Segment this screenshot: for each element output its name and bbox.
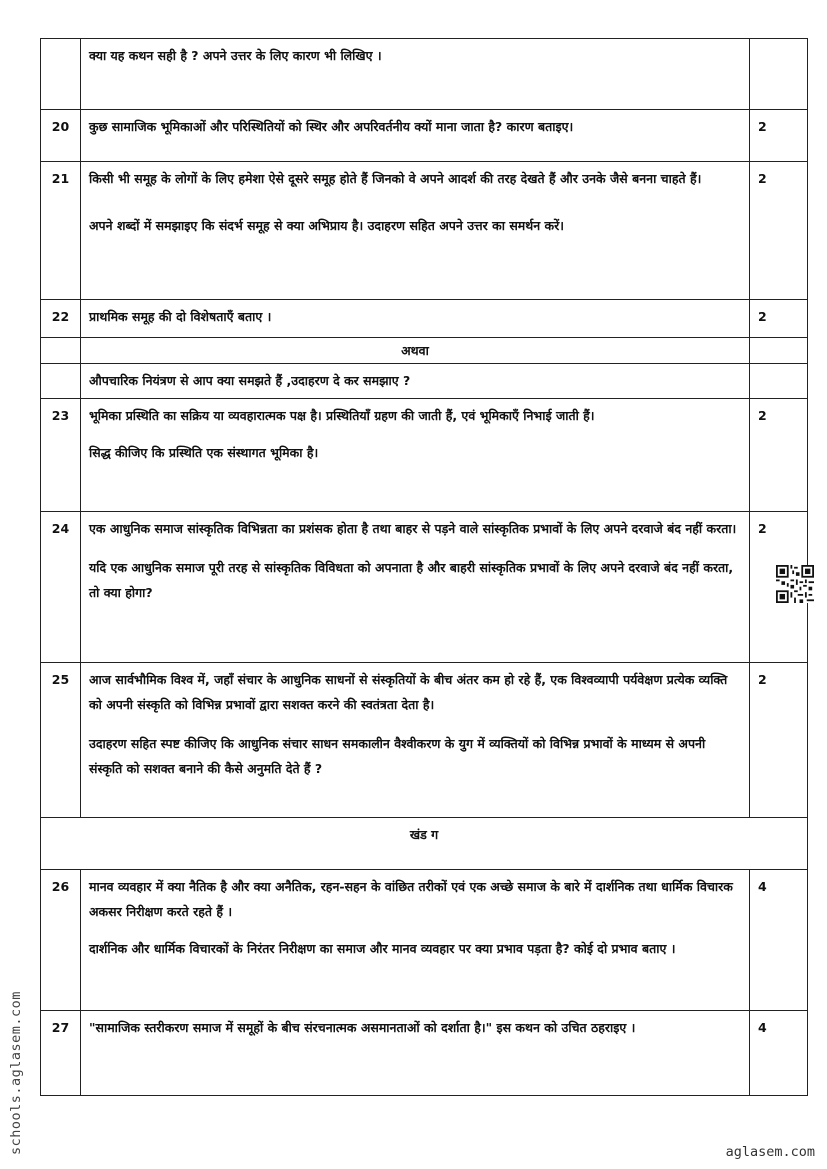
question-marks: 2 xyxy=(750,110,808,162)
question-subtext: दार्शनिक और धार्मिक विचारकों के निरंतर निरीक्षण का समाज और मानव व्यवहार पर क्या प्रभाव पड़ता है? कोई दो प्रभाव बताए । xyxy=(89,941,676,956)
question-marks: 2 xyxy=(750,300,808,338)
table-row xyxy=(41,1011,808,1096)
question-number: 25 xyxy=(41,663,81,818)
question-number: 24 xyxy=(41,512,81,663)
question-number: 27 xyxy=(41,1011,81,1096)
table-row xyxy=(41,364,808,399)
question-number: 21 xyxy=(41,162,81,300)
question-subtext: अपने शब्दों में समझाइए कि संदर्भ समूह से क्या अभिप्राय है। उदाहरण सहित अपने उत्तर का समर्थन करें। xyxy=(89,218,564,233)
question-text: आज सार्वभौमिक विश्व में, जहाँ संचार के आधुनिक साधनों से संस्कृतियों के बीच अंतर कम हो रहे हैं, एक विश्वव्यापी पर्यवेक्षण प्रत्येक व्यक्ति को अपनी संस्कृति को विभिन्न प्रभावों द्वारा सशक्त करने की स्वतंत्रता देता है। xyxy=(89,672,728,712)
table-row xyxy=(41,818,808,870)
watermark-text: schools.aglasem.com xyxy=(8,991,24,1155)
question-text: मानव व्यवहार में क्या नैतिक है और क्या अनैतिक, रहन-सहन के वांछित तरीकों एवं एक अच्छे समाज के बारे में दार्शनिक तथा धार्मिक विचारक अकसर निरीक्षण करते रहते हैं । xyxy=(89,879,733,919)
question-text: "सामाजिक स्तरीकरण समाज में समूहों के बीच संरचनात्मक असमानताओं को दर्शाता है।" इस कथन को उचित ठहराइए । xyxy=(89,1020,636,1035)
question-number: 26 xyxy=(41,870,81,1011)
qr-code-icon xyxy=(776,565,814,603)
section-heading: खंड ग xyxy=(41,818,808,870)
table-row xyxy=(41,162,808,300)
footer-brand: aglasem.com xyxy=(725,1144,815,1160)
question-marks: 4 xyxy=(750,870,808,1011)
question-marks xyxy=(750,39,808,110)
or-label: अथवा xyxy=(81,338,750,364)
table-row xyxy=(41,39,808,110)
question-marks: 2 xyxy=(750,663,808,818)
question-number: 23 xyxy=(41,399,81,512)
question-text: प्राथमिक समूह की दो विशेषताएँ बताए । xyxy=(89,309,272,324)
question-subtext: उदाहरण सहित स्पष्ट कीजिए कि आधुनिक संचार साधन समकालीन वैश्वीकरण के युग में व्यक्तियों को विभिन्न प्रभावों के माध्यम से अपनी संस्कृति को सशक्त बनाने की कैसे अनुमति देते हैं ? xyxy=(89,736,706,776)
question-text: भूमिका प्रस्थिति का सक्रिय या व्यवहारात्मक पक्ष है। प्रस्थितियाँ ग्रहण की जाती हैं, एवं भूमिकाएँ निभाई जाती हैं। xyxy=(89,408,595,423)
question-subtext: सिद्ध कीजिए कि प्रस्थिति एक संस्थागत भूमिका है। xyxy=(89,445,319,460)
table-row xyxy=(41,512,808,663)
question-text: क्या यह कथन सही है ? अपने उत्तर के लिए कारण भी लिखिए । xyxy=(89,48,382,63)
question-text: किसी भी समूह के लोगों के लिए हमेशा ऐसे दूसरे समूह होते हैं जिनको वे अपने आदर्श की तरह देखते हैं और उनके जैसे बनना चाहते हैं। xyxy=(89,171,702,186)
question-table xyxy=(40,38,808,1096)
question-number: 20 xyxy=(41,110,81,162)
question-text: एक आधुनिक समाज सांस्कृतिक विभिन्नता का प्रशंसक होता है तथा बाहर से पड़ने वाले सांस्कृतिक प्रभावों के लिए अपने दरवाजे बंद नहीं करता। xyxy=(89,521,737,536)
table-row xyxy=(41,110,808,162)
question-text: कुछ सामाजिक भूमिकाओं और परिस्थितियों को स्थिर और अपरिवर्तनीय क्यों माना जाता है? कारण बताइए। xyxy=(89,119,574,134)
question-text: औपचारिक नियंत्रण से आप क्या समझते हैं ,उदाहरण दे कर समझाए ? xyxy=(89,373,411,388)
question-subtext: यदि एक आधुनिक समाज पूरी तरह से सांस्कृतिक विविधता को अपनाता है और बाहरी सांस्कृतिक प्रभावों के लिए अपने दरवाजे बंद नहीं करता, तो क्या होगा? xyxy=(89,560,734,600)
question-marks: 2 xyxy=(750,399,808,512)
table-row xyxy=(41,663,808,818)
question-marks: 2 xyxy=(750,512,808,663)
table-row xyxy=(41,870,808,1011)
question-marks: 4 xyxy=(750,1011,808,1096)
table-row xyxy=(41,300,808,338)
question-marks: 2 xyxy=(750,162,808,300)
question-number xyxy=(41,39,81,110)
table-row xyxy=(41,338,808,364)
table-row xyxy=(41,399,808,512)
question-number: 22 xyxy=(41,300,81,338)
